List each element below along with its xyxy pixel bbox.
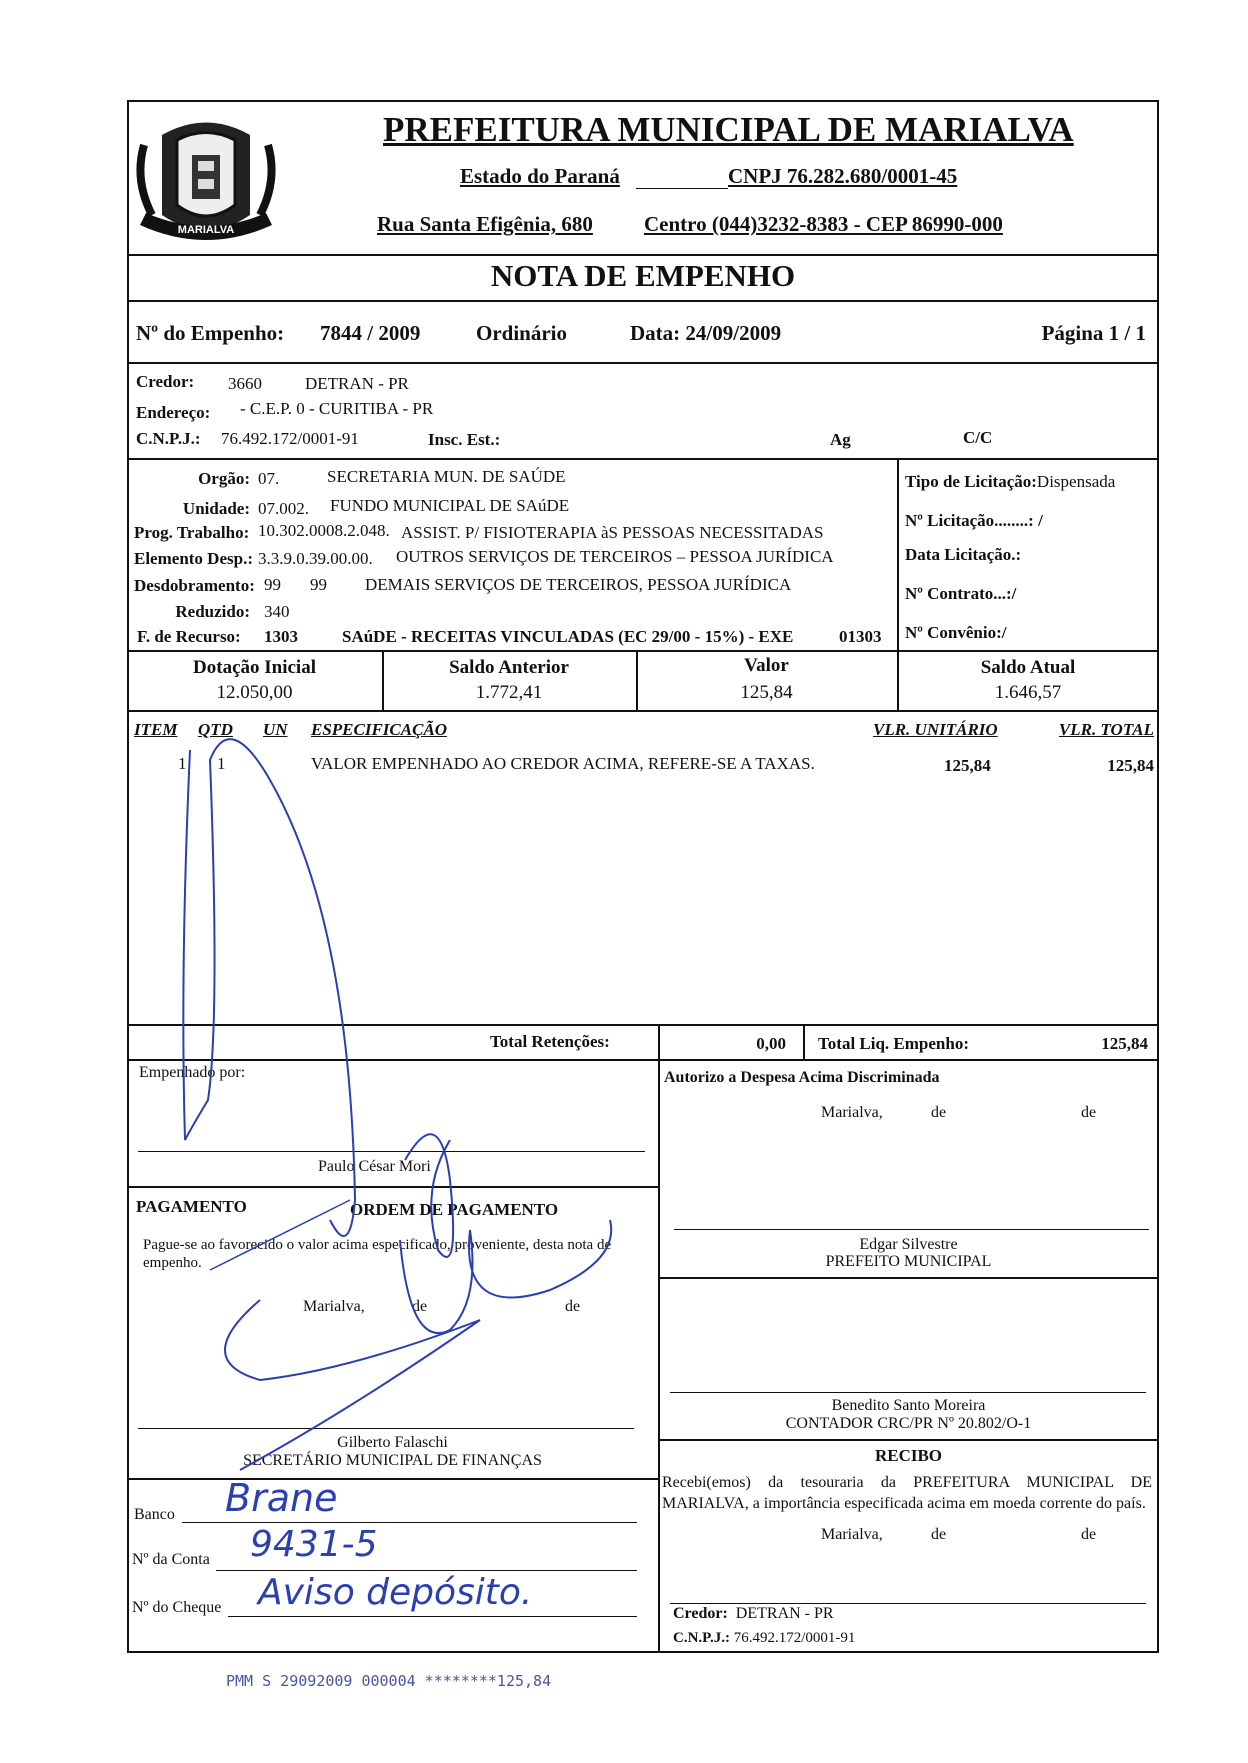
- col-vlr-unitario: VLR. UNITÁRIO: [873, 720, 998, 739]
- empenho-type: Ordinário: [476, 321, 568, 345]
- recibo-de1: de: [931, 1526, 947, 1543]
- header-address: Rua Santa Efigênia, 680: [377, 212, 593, 236]
- conta-label: Nº da Conta: [132, 1551, 210, 1568]
- col-qtd: QTD: [198, 720, 233, 739]
- orgao-code: 07.: [258, 469, 280, 488]
- financas-role: SECRETÁRIO MUNICIPAL DE FINANÇAS: [243, 1452, 542, 1469]
- cheque-value: Aviso depósito.: [258, 1572, 533, 1613]
- recibo-city: Marialva,: [821, 1526, 883, 1543]
- desdob-label: Desdobramento:: [134, 576, 255, 595]
- empenhado-signer: Paulo César Mori: [318, 1158, 431, 1175]
- retencoes-value: 0,00: [756, 1034, 786, 1053]
- col-item: ITEM: [134, 720, 178, 739]
- page-title: PREFEITURA MUNICIPAL DE MARIALVA: [383, 110, 1074, 149]
- unidade-label: Unidade:: [182, 499, 250, 518]
- autorizo-label: Autorizo a Despesa Acima Discriminada: [664, 1069, 940, 1086]
- anterior-label: Saldo Anterior: [449, 657, 569, 678]
- desdob-name: DEMAIS SERVIÇOS DE TERCEIROS, PESSOA JURÍDICA: [365, 575, 792, 594]
- prog-code: 10.302.0008.2.048.: [258, 521, 390, 540]
- licitacao-contrato: Nº Contrato...:/: [905, 584, 1017, 603]
- atual-value: 1.646,57: [994, 682, 1062, 703]
- recibo-label: RECIBO: [874, 1446, 943, 1465]
- recurso-code2: 01303: [839, 627, 882, 646]
- cheque-label: Nº do Cheque: [132, 1599, 222, 1616]
- elemento-label: Elemento Desp.:: [134, 549, 253, 568]
- pagamento-text: Pague-se ao favorecido o valor acima especificado, proveniente, desta nota de empenho.: [143, 1237, 612, 1271]
- dotacao-value: 12.050,00: [216, 682, 293, 703]
- recurso-name: SAúDE - RECEITAS VINCULADAS (EC 29/00 - 15%) - EXE: [342, 627, 794, 646]
- orgao-label: Orgão:: [198, 469, 250, 488]
- recurso-label: F. de Recurso:: [137, 627, 241, 646]
- unidade-code: 07.002.: [258, 499, 309, 518]
- recibo-cnpj: C.N.P.J.: 76.492.172/0001-91: [673, 1630, 856, 1646]
- ag-label: Ag: [830, 430, 851, 449]
- conta-value: 9431-5: [250, 1524, 378, 1565]
- financas-signer: Gilberto Falaschi: [337, 1434, 448, 1451]
- pagamento-label: PAGAMENTO: [136, 1197, 247, 1216]
- header-cnpj: CNPJ 76.282.680/0001-45: [728, 164, 958, 188]
- licitacao-convenio: Nº Convênio:/: [905, 623, 1007, 642]
- recibo-credor: Credor: DETRAN - PR: [673, 1605, 834, 1622]
- dotacao-label: Dotação Inicial: [193, 657, 316, 678]
- crest-text: MARIALVA: [177, 224, 235, 236]
- autorizo-city: Marialva,: [821, 1104, 883, 1121]
- recibo-de2: de: [1081, 1526, 1097, 1543]
- liquido-value: 125,84: [1101, 1034, 1148, 1053]
- municipal-crest: [132, 105, 280, 253]
- recibo-text: Recebi(emos) da tesouraria da PREFEITURA MUNICIPAL DE MARIALVA, a importância especificada acima em moeda corrente do país.: [662, 1474, 1152, 1512]
- endereco-value: - C.E.P. 0 - CURITIBA - PR: [240, 399, 434, 418]
- autorizo-de1: de: [931, 1104, 947, 1121]
- credor-label: Credor:: [136, 372, 195, 391]
- prog-name: ASSIST. P/ FISIOTERAPIA àS PESSOAS NECESSITADAS: [401, 523, 824, 542]
- elemento-code: 3.3.9.0.39.00.00.: [258, 549, 373, 568]
- banco-label: Banco: [134, 1506, 175, 1523]
- ordem-pagamento-label: ORDEM DE PAGAMENTO: [350, 1200, 559, 1219]
- valor-value: 125,84: [740, 682, 793, 703]
- machine-stamp: PMM S 29092009 000004 ********125,84: [226, 1672, 552, 1690]
- insc-label: Insc. Est.:: [428, 430, 501, 449]
- liquido-label: Total Liq. Empenho:: [818, 1034, 969, 1053]
- credor-name: DETRAN - PR: [305, 374, 409, 393]
- empenho-date: Data: 24/09/2009: [630, 321, 782, 345]
- cc-label: C/C: [963, 428, 993, 447]
- pagamento-de1: de: [412, 1298, 428, 1315]
- empenho-page: Página 1 / 1: [1041, 321, 1146, 345]
- reduzido-value: 340: [264, 602, 290, 621]
- header-contact: Centro (044)3232-8383 - CEP 86990-000: [644, 212, 1003, 236]
- item-qtd: 1: [217, 754, 226, 773]
- prefeito-signer: Edgar Silvestre: [859, 1236, 958, 1253]
- anterior-value: 1.772,41: [475, 682, 543, 703]
- empenho-number: 7844 / 2009: [320, 321, 421, 345]
- contador-role: CONTADOR CRC/PR Nº 20.802/O-1: [785, 1415, 1032, 1432]
- contador-signer: Benedito Santo Moreira: [831, 1397, 986, 1414]
- document-title: NOTA DE EMPENHO: [490, 258, 796, 293]
- pagamento-de2: de: [565, 1298, 581, 1315]
- autorizo-de2: de: [1081, 1104, 1097, 1121]
- signature-strokes: [150, 720, 650, 1640]
- valor-label: Valor: [744, 655, 789, 676]
- prefeito-role: PREFEITO MUNICIPAL: [825, 1253, 992, 1270]
- empenho-label: Nº do Empenho:: [136, 321, 285, 345]
- banco-value: Brane: [225, 1476, 338, 1520]
- cnpj-label: C.N.P.J.:: [136, 429, 201, 448]
- credor-code: 3660: [228, 374, 262, 393]
- orgao-name: SECRETARIA MUN. DE SAÚDE: [327, 467, 566, 486]
- licitacao-data: Data Licitação.:: [905, 545, 1022, 564]
- desdob-code1: 99: [264, 575, 281, 594]
- item-vlr-total: 125,84: [1107, 756, 1154, 775]
- endereco-label: Endereço:: [136, 403, 211, 422]
- item-number: 1: [178, 754, 187, 773]
- col-un: UN: [263, 720, 288, 739]
- licitacao-num: Nº Licitação........: /: [905, 511, 1043, 530]
- cnpj-value: 76.492.172/0001-91: [221, 429, 359, 448]
- empenhado-label: Empenhado por:: [139, 1064, 246, 1081]
- atual-label: Saldo Atual: [980, 657, 1076, 678]
- item-especificacao: VALOR EMPENHADO AO CREDOR ACIMA, REFERE-SE A TAXAS.: [311, 754, 815, 773]
- col-especificacao: ESPECIFICAÇÃO: [311, 720, 448, 739]
- elemento-name: OUTROS SERVIÇOS DE TERCEIROS – PESSOA JURÍDICA: [396, 547, 834, 566]
- reduzido-label: Reduzido:: [175, 602, 250, 621]
- licitacao-tipo: Tipo de Licitação:Dispensada: [905, 472, 1116, 491]
- recurso-code: 1303: [264, 627, 298, 646]
- col-vlr-total: VLR. TOTAL: [1058, 720, 1154, 739]
- item-vlr-unitario: 125,84: [944, 756, 991, 775]
- retencoes-label: Total Retenções:: [490, 1032, 610, 1051]
- pagamento-city: Marialva,: [303, 1298, 365, 1315]
- desdob-code2: 99: [310, 575, 327, 594]
- unidade-name: FUNDO MUNICIPAL DE SAúDE: [330, 496, 570, 515]
- header-state: Estado do Paraná: [460, 164, 620, 188]
- prog-label: Prog. Trabalho:: [134, 523, 250, 542]
